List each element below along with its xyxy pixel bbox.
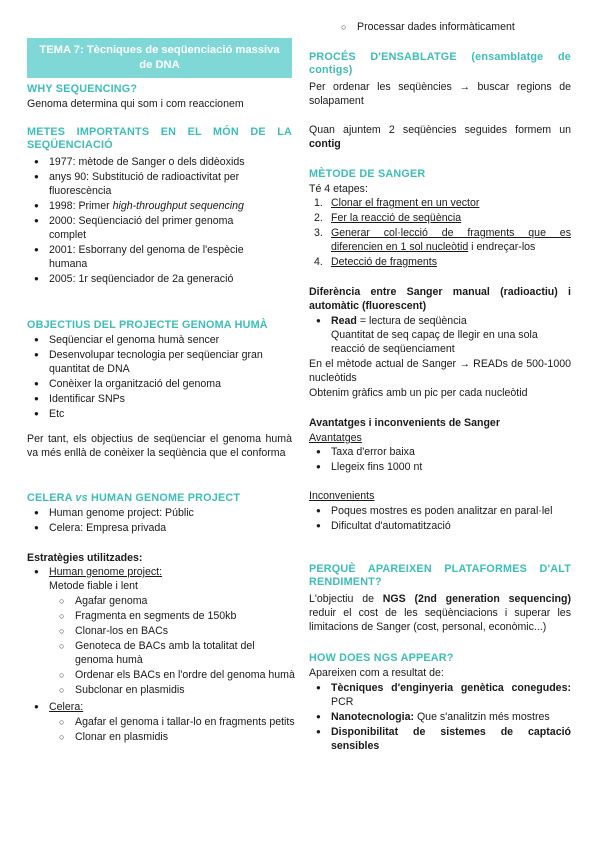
list-item: ● Human genome project: Públic bbox=[27, 506, 292, 520]
list-item: ● anys 90: Substitució de radioactivitat per fluorescència bbox=[27, 170, 272, 198]
list-item: ○ Fragmenta en segments de 150kb bbox=[53, 609, 295, 623]
hgp-label: Human genome project: bbox=[49, 566, 163, 578]
sanger-heading: MÈTODE DE SANGER bbox=[309, 168, 426, 180]
list-item: ● Llegeix fins 1000 nt bbox=[309, 460, 571, 474]
read-list bbox=[309, 314, 571, 356]
objectius-heading: OBJECTIUS DEL PROJECTE GENOMA HUMÀ bbox=[27, 319, 268, 331]
list-item: ● Identificar SNPs bbox=[27, 392, 272, 406]
proces-heading: PROCÉS D'ENSABLATGE (ensamblatge de contigs) bbox=[309, 51, 571, 76]
diferencia-text-1: En el mètode actual de Sanger → READs de 500-1000 nucleòtids bbox=[309, 358, 571, 384]
inconvenients-label: Inconvenients bbox=[309, 490, 375, 502]
ngs-heading: HOW DOES NGS APPEAR? bbox=[309, 652, 454, 664]
list-item: 4. Detecció de fragments bbox=[314, 256, 437, 268]
list-item: ○ Agafar genoma bbox=[53, 594, 295, 608]
list-item: ● Taxa d'error baixa bbox=[309, 445, 571, 459]
list-item: ○ Subclonar en plasmidis bbox=[53, 683, 295, 697]
list-item: 3. Generar col·lecció de fragments que es diferencien en 1 sol nucleòtid i endreçar-los bbox=[314, 227, 571, 253]
continued-list bbox=[335, 20, 571, 34]
list-item: ○ Processar dades informàticament bbox=[335, 20, 571, 34]
list-item: ○ Clonar-los en BACs bbox=[53, 624, 295, 638]
estrategies-heading: Estratègies utilitzades: bbox=[27, 552, 143, 564]
list-item: ● 2005: 1r seqüenciador de 2a generació bbox=[27, 272, 272, 286]
sanger-intro: Té 4 etapes: bbox=[309, 183, 368, 195]
avantatges-label: Avantatges bbox=[309, 432, 362, 444]
proces-text-1: Per ordenar les seqüències → buscar regions de solapament bbox=[309, 81, 571, 107]
proces-text-2: Quan ajuntem 2 seqüències seguides formem un contig bbox=[309, 124, 571, 150]
metes-heading: METES IMPORTANTS EN EL MÓN DE LA SEQÜENCIACIÓ bbox=[27, 126, 292, 151]
read-detail: Quantitat de seq capaç de llegir en una sola reacció de seqüenciament bbox=[331, 329, 538, 355]
list-item: ● Seqüenciar el genoma humà sencer bbox=[27, 333, 272, 347]
list-item: ● Tècniques d'enginyeria genètica conegudes: PCR bbox=[309, 681, 571, 709]
hgp-note: Metode fiable i lent bbox=[49, 580, 138, 592]
inconvenients-list bbox=[309, 504, 571, 533]
list-item: ● 1998: Primer high-throughput sequencing bbox=[27, 199, 272, 213]
list-item: ● Disponibilitat de sistemes de captació sensibles bbox=[309, 725, 571, 753]
hgp-steps bbox=[53, 594, 295, 697]
diferencia-heading: Diferència entre Sanger manual (radioactiu) i automàtic (fluorescent) bbox=[309, 286, 571, 312]
list-item: ○ Agafar el genoma i tallar-lo en fragments petits bbox=[53, 715, 295, 729]
list-item: ○ Clonar en plasmidis bbox=[53, 730, 295, 744]
objectius-list bbox=[27, 333, 272, 421]
list-item bbox=[27, 565, 295, 697]
list-item: ● Celera: Empresa privada bbox=[27, 521, 292, 535]
list-item: ● Desenvolupar tecnologia per seqüenciar gran quantitat de DNA bbox=[27, 348, 272, 376]
list-item: 1. Clonar el fragment en un vector bbox=[314, 197, 480, 209]
document-title: TEMA 7: Tècniques de seqüenciació massiva de DNA bbox=[27, 38, 292, 78]
sanger-steps bbox=[309, 196, 571, 269]
list-item: ● Etc bbox=[27, 407, 272, 421]
list-item: ● Poques mostres es poden analitzar en paral·lel bbox=[309, 504, 571, 518]
list-item: ● 2000: Seqüenciació del primer genoma complet bbox=[27, 214, 272, 242]
list-item: ● Read = lectura de seqüència Quantitat de seq capaç de llegir en una sola reacció de seqüenciament bbox=[309, 314, 571, 356]
celera-heading: CELERA vs HUMAN GENOME PROJECT bbox=[27, 492, 241, 504]
objectius-conclusion: Per tant, els objectius de seqüenciar el genoma humà va més enllà de conèixer la seqüència que el conforma bbox=[27, 433, 292, 459]
why-sequencing-text: Genoma determina qui som i com reaccionem bbox=[27, 98, 244, 110]
ngs-intro: Apareixen com a resultat de: bbox=[309, 667, 444, 679]
list-item: ● Nanotecnologia: Que s'analitzin més mostres bbox=[309, 710, 571, 724]
list-item: ● 1977: mètode de Sanger o dels didèoxids bbox=[27, 155, 272, 169]
avantatges-heading: Avantatges i inconvenients de Sanger bbox=[309, 417, 500, 429]
why-sequencing-heading: WHY SEQUENCING? bbox=[27, 83, 138, 95]
perque-text: L'objectiu de NGS (2nd generation sequencing) reduir el cost de les seqüènciacions i superar les limitacions de Sanger (cost, personal, econòmic...) bbox=[309, 593, 571, 633]
diferencia-text-2: Obtenim gràfics amb un pic per cada nucleòtid bbox=[309, 387, 528, 399]
celera-label: Celera: bbox=[49, 701, 84, 713]
list-item: ○ Ordenar els BACs en l'ordre del genoma humà bbox=[53, 668, 295, 682]
perque-heading: PERQUÈ APAREIXEN PLATAFORMES D'ALT RENDIMENT? bbox=[309, 563, 571, 588]
ngs-list bbox=[309, 681, 571, 753]
list-item: 2. Fer la reacció de seqüència bbox=[314, 212, 462, 224]
list-item: ● Conèixer la organització del genoma bbox=[27, 377, 272, 391]
celera-steps bbox=[53, 715, 295, 744]
avantatges-list bbox=[309, 445, 571, 474]
estrategies-list bbox=[27, 565, 295, 744]
list-item: ● Dificultat d'automatització bbox=[309, 519, 571, 533]
celera-list bbox=[27, 506, 292, 535]
list-item: ○ Genoteca de BACs amb la totalitat del genoma humà bbox=[53, 639, 295, 667]
metes-list bbox=[27, 155, 272, 286]
list-item: ● 2001: Esborrany del genoma de l'espècie humana bbox=[27, 243, 272, 271]
list-item bbox=[27, 700, 295, 744]
